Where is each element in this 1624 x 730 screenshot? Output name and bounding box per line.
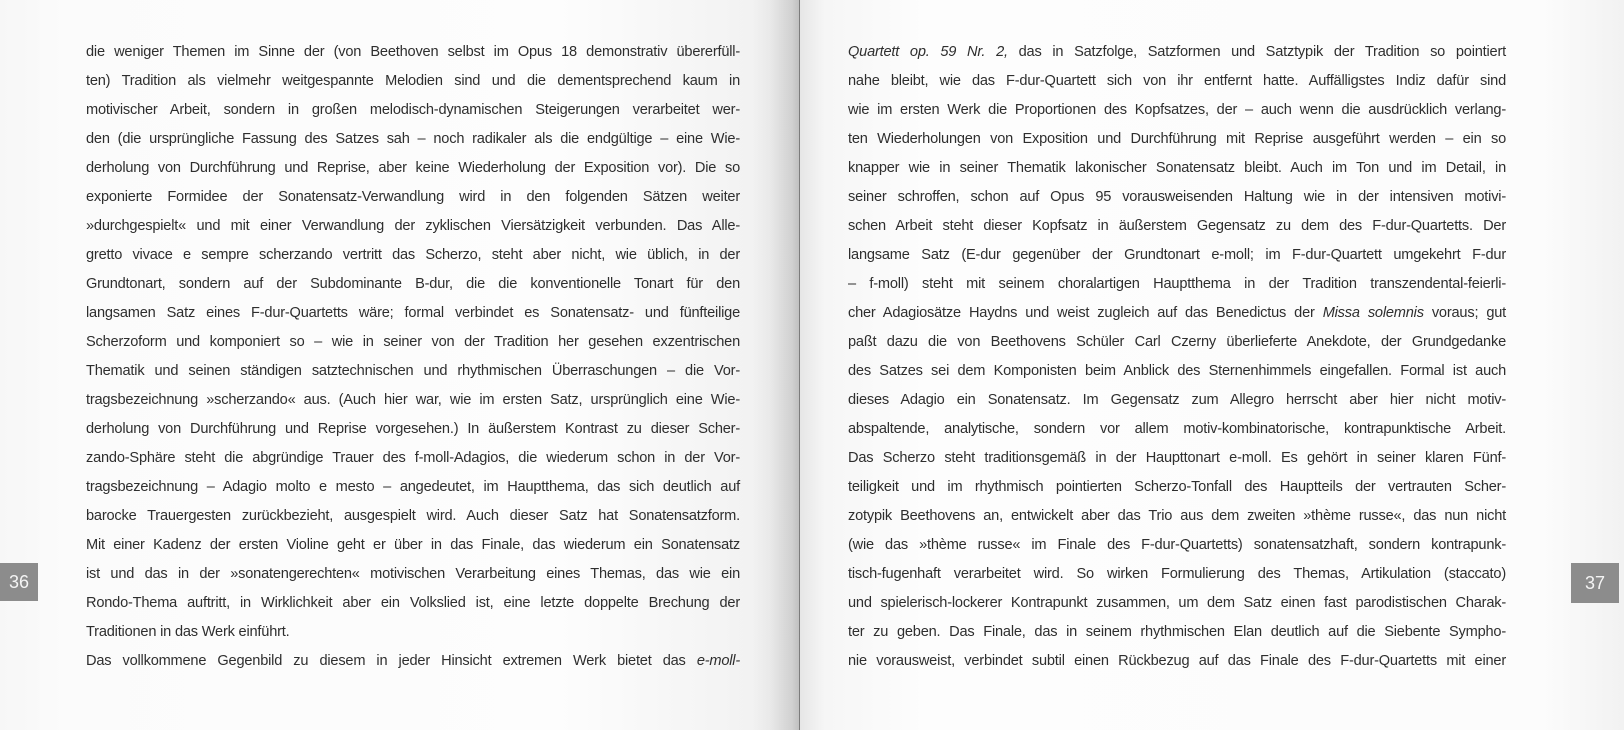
- page-number-36: 36: [0, 563, 38, 601]
- text-line: nahe bleibt, wie das F-dur-Quartett sich von ihr entfernt hatte. Auffälligstes Indiz dafür sind: [848, 73, 1506, 89]
- text-line: »durchgespielt« und mit einer Verwandlung der zyklischen Viersätzigkeit verbunden. Das Alle-: [86, 218, 740, 234]
- text-line: wie im ersten Werk die Proportionen des Kopfsatzes, der – auch wenn die ausdrücklich verlang-: [848, 102, 1506, 118]
- text-line: schen Arbeit steht dieser Kopfsatz in äußerstem Gegensatz zu dem des F-dur-Quartetts. Der: [848, 218, 1506, 234]
- text-line: ten Wiederholungen von Exposition und Durchführung mit Reprise ausgeführt werden – ein so: [848, 131, 1506, 147]
- text-line: zando-Sphäre steht die abgründige Trauer des f-moll-Adagios, die wiederum schon in der Vor-: [86, 450, 740, 466]
- text-span: das in Satzfolge, Satzformen und Satztypik der Tradition so pointiert: [1007, 44, 1506, 60]
- left-page: [0, 0, 800, 730]
- text-line: barocke Trauergesten zurückbezieht, ausgespielt wird. Auch dieser Satz hat Sonatensatzform.: [86, 508, 740, 524]
- text-line: [848, 38, 1506, 67]
- text-line: langsamen Satz eines F-dur-Quartetts wäre; formal verbindet es Sonatensatz- und fünfteilige: [86, 305, 740, 321]
- text-line: exponierte Formidee der Sonatensatz-Verwandlung wird in den folgenden Sätzen weiter: [86, 189, 740, 205]
- text-line: zotypik Beethovens an, entwickelt aber das Trio aus dem zweiten »thème russe«, das nun nicht: [848, 508, 1506, 524]
- text-line: ten) Tradition als vielmehr weitgespannte Melodien sind und die dementsprechend kaum in: [86, 73, 740, 89]
- text-line: Mit einer Kadenz der ersten Violine geht er über in das Finale, das wiederum ein Sonatensatz: [86, 537, 740, 553]
- text-line: tragsbezeichnung »scherzando« aus. (Auch hier war, wie im ersten Satz, ursprünglich eine Wie-: [86, 392, 740, 408]
- right-page: [800, 0, 1624, 730]
- text-line: Grundtonart, sondern auf der Subdominante B-dur, die die konventionelle Tonart für den: [86, 276, 740, 292]
- text-line: Traditionen in das Werk einführt.: [86, 624, 290, 640]
- gutter-shadow: [770, 0, 799, 730]
- text-line: (wie das »thème russe« im Finale des F-dur-Quartetts) sonatensatzhaft, sondern kontrapunk-: [848, 537, 1506, 553]
- text-line: motivischer Arbeit, sondern in großen melodisch-dynamischen Steigerungen verarbeitet wer-: [86, 102, 740, 118]
- text-line: den (die ursprüngliche Fassung des Satzes sah – noch radikaler als die endgültige – eine Wie-: [86, 131, 740, 147]
- text-line: dieses Adagio ein Sonatensatz. Im Gegensatz zum Allegro herrscht aber hier nicht motiv-: [848, 392, 1506, 408]
- italic-title: Quartett op. 59 Nr. 2,: [848, 44, 1008, 60]
- text-line: tragsbezeichnung – Adagio molto e mesto – angedeutet, im Hauptthema, das sich deutlich auf: [86, 479, 740, 495]
- right-page-text: [848, 38, 1506, 676]
- text-line: des Satzes sei dem Komponisten beim Anblick des Sternenhimmels eingefallen. Formal ist auch: [848, 363, 1506, 379]
- text-line: teiligkeit und im rhythmisch pointierten Scherzo-Tonfall des Hauptteils der vertrauten Scher-: [848, 479, 1506, 495]
- text-line: knapper wie in seiner Thematik lakonischer Sonatensatz bleibt. Auch im Ton und im Detail, in: [848, 160, 1506, 176]
- text-span: cher Adagiosätze Haydns und weist zugleich auf das Benedictus der: [848, 305, 1323, 321]
- text-line: tisch-fugenhaft verarbeitet wird. So wirken Formulierung des Themas, Artikulation (staccato): [848, 566, 1506, 582]
- italic-title: e-moll-: [696, 653, 741, 669]
- text-line: gretto vivace e sempre scherzando vertritt das Scherzo, steht aber nicht, wie üblich, in der: [86, 247, 740, 263]
- text-line: Rondo-Thema auftritt, in Wirklichkeit aber ein Volkslied ist, eine letzte doppelte Brechung der: [86, 595, 740, 611]
- text-line: paßt dazu die von Beethovens Schüler Carl Czerny überlieferte Anekdote, der Grundgedanke: [848, 334, 1506, 350]
- text-line: – f-moll) steht mit seinem choralartigen Hauptthema in der Tradition transzendental-feierli-: [848, 276, 1506, 292]
- text-line: [86, 647, 740, 676]
- text-line: Thematik und seinen ständigen satztechnischen und rhythmischen Überraschungen – die Vor-: [86, 363, 740, 379]
- text-span: Das vollkommene Gegenbild zu diesem in jeder Hinsicht extremen Werk bietet das: [86, 653, 686, 669]
- left-page-text: [86, 38, 740, 676]
- text-line: derholung von Durchführung und Reprise vorgesehen.) In äußerstem Kontrast zu dieser Scher-: [86, 421, 740, 437]
- text-line: [848, 299, 1506, 328]
- text-line: derholung von Durchführung und Reprise, aber keine Wiederholung der Exposition vor). Die so: [86, 160, 740, 176]
- text-line: und spielerisch-lockerer Kontrapunkt zusammen, um dem Satz einen fast parodistischen Charak-: [848, 595, 1506, 611]
- text-line: ist und das in der »sonatengerechten« motivischen Verarbeitung eines Themas, das wie ein: [86, 566, 740, 582]
- text-line: seiner schroffen, schon auf Opus 95 vorausweisenden Haltung wie in der intensiven motivi-: [848, 189, 1506, 205]
- text-line: ter zu geben. Das Finale, das in seinem rhythmischen Elan deutlich auf die Siebente Sympho-: [848, 624, 1506, 640]
- text-line: abspaltende, analytische, sondern vor allem motiv-kombinatorische, kontrapunktische Arbeit.: [848, 421, 1506, 437]
- text-line: Scherzoform und komponiert so – wie in seiner von der Tradition her gesehen exzentrischen: [86, 334, 740, 350]
- text-line: nie vorausweist, verbindet subtil einen Rückbezug auf das Finale des F-dur-Quartetts mit einer: [848, 653, 1506, 669]
- text-line: Das Scherzo steht traditionsgemäß in der Haupttonart e-moll. Es gehört in seiner klaren Fünf-: [848, 450, 1506, 466]
- text-line: langsame Satz (E-dur gegenüber der Grundtonart e-moll; im F-dur-Quartett umgekehrt F-dur: [848, 247, 1506, 263]
- text-span: voraus; gut: [1423, 305, 1507, 321]
- italic-title: Missa solemnis: [1322, 305, 1424, 321]
- page-number-37: 37: [1571, 563, 1619, 603]
- text-line: die weniger Themen im Sinne der (von Beethoven selbst im Opus 18 demonstrativ übererfüll-: [86, 44, 740, 60]
